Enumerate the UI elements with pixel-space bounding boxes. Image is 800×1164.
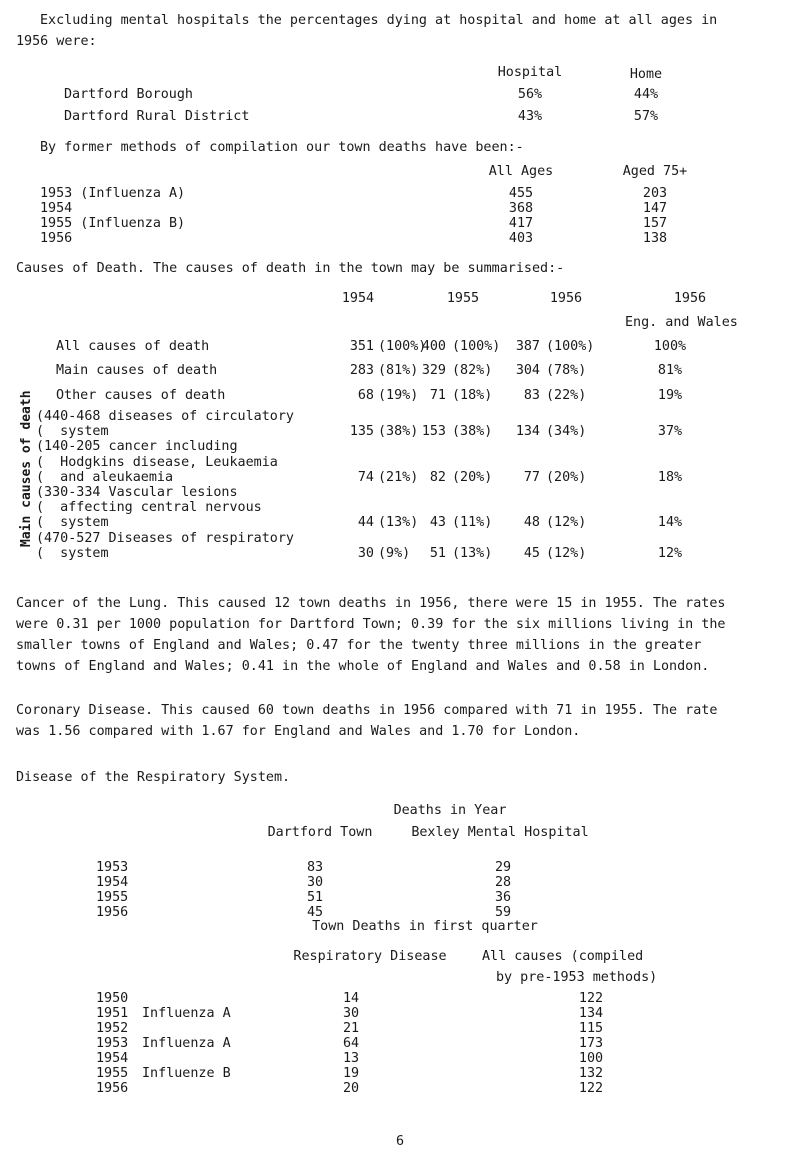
cause-pct-ew: 81% [657, 363, 683, 378]
cause-group-line: ( system [36, 515, 109, 530]
deaths-row-town: 45 [306, 905, 324, 920]
deaths-row-town: 30 [306, 875, 324, 890]
cause-row-label: All causes of death [56, 339, 210, 354]
year-1954-header: 1954 [341, 291, 375, 306]
cause-pct-ew: 37% [657, 424, 683, 439]
year-1956-header: 1956 [549, 291, 583, 306]
cause-count-1956: 83 [523, 388, 540, 403]
all-causes-header-2: by pre-1953 methods) [496, 970, 658, 985]
cause-pct-1956: (100%) [546, 339, 595, 354]
dartford-town-header: Dartford Town [267, 825, 373, 840]
former-row-label: 1954 [40, 201, 73, 216]
former-methods-intro: By former methods of compilation our town deaths have been:- [40, 140, 524, 155]
quarter-row-all: 122 [578, 1081, 604, 1096]
quarter-row-year: 1953 [96, 1036, 129, 1051]
quarter-row-resp: 20 [342, 1081, 360, 1096]
quarter-row-all: 173 [578, 1036, 604, 1051]
place-row-home: 44% [633, 87, 659, 102]
cause-pct-ew: 19% [657, 388, 683, 403]
cause-group-line: (330-334 Vascular lesions [36, 485, 238, 500]
place-row-hospital: 43% [517, 109, 543, 124]
quarter-row-year: 1951 [96, 1006, 129, 1021]
quarter-row-note: Influenza A [142, 1036, 231, 1051]
home-header: Home [629, 67, 663, 82]
cause-group-line: (470-527 Diseases of respiratory [36, 531, 294, 546]
deaths-row-year: 1953 [96, 860, 129, 875]
deaths-table-title: Deaths in Year [393, 803, 507, 818]
cause-row-label: Other causes of death [56, 388, 226, 403]
former-row-all: 417 [508, 216, 534, 231]
cause-pct-1955: (100%) [452, 339, 501, 354]
main-causes-side-label: Main causes of death [19, 390, 34, 547]
cause-pct-1954: (38%) [378, 424, 419, 439]
cause-count-1955: 400 [421, 339, 446, 354]
coronary-para-line: was 1.56 compared with 1.67 for England and Wales and 1.70 for London. [16, 724, 581, 739]
cause-pct-1954: (81%) [378, 363, 419, 378]
cause-count-1956: 304 [515, 363, 540, 378]
quarter-row-resp: 13 [342, 1051, 360, 1066]
cause-count-1954: 30 [357, 546, 374, 561]
cause-count-1955: 82 [429, 470, 446, 485]
cause-count-1956: 134 [515, 424, 540, 439]
former-row-label: 1956 [40, 231, 73, 246]
former-row-aged: 157 [642, 216, 668, 231]
cause-count-1954: 283 [349, 363, 374, 378]
quarter-row-resp: 30 [342, 1006, 360, 1021]
cause-pct-1954: (9%) [378, 546, 411, 561]
cause-group-line: (140-205 cancer including [36, 439, 238, 454]
cause-pct-1956: (20%) [546, 470, 587, 485]
quarter-row-all: 100 [578, 1051, 604, 1066]
place-row-home: 57% [633, 109, 659, 124]
cause-group-line: ( system [36, 546, 109, 561]
deaths-row-bexley: 29 [494, 860, 512, 875]
cause-count-1954: 44 [357, 515, 374, 530]
cause-count-1955: 43 [429, 515, 446, 530]
cause-pct-1955: (20%) [452, 470, 493, 485]
quarter-row-resp: 21 [342, 1021, 360, 1036]
quarter-row-year: 1956 [96, 1081, 129, 1096]
cause-pct-1954: (13%) [378, 515, 419, 530]
former-row-all: 403 [508, 231, 534, 246]
cause-pct-1956: (78%) [546, 363, 587, 378]
cause-pct-1955: (13%) [452, 546, 493, 561]
causes-intro: Causes of Death. The causes of death in the town may be summarised:- [16, 261, 565, 276]
cause-pct-1955: (82%) [452, 363, 493, 378]
cause-pct-ew: 12% [657, 546, 683, 561]
quarter-row-year: 1954 [96, 1051, 129, 1066]
quarter-row-year: 1955 [96, 1066, 129, 1081]
cause-count-1956: 45 [523, 546, 540, 561]
deaths-row-year: 1955 [96, 890, 129, 905]
cause-pct-1954: (21%) [378, 470, 419, 485]
page-number: 6 [395, 1134, 405, 1149]
cause-count-1955: 329 [421, 363, 446, 378]
cause-group-line: ( affecting central nervous [36, 500, 262, 515]
cause-group-line: ( system [36, 424, 109, 439]
quarter-row-all: 134 [578, 1006, 604, 1021]
cause-group-line: ( and aleukaemia [36, 470, 174, 485]
cause-group-line: ( Hodgkins disease, Leukaemia [36, 455, 278, 470]
lung-para-line: were 0.31 per 1000 population for Dartford Town; 0.39 for the six millions living in the [16, 617, 726, 632]
quarter-row-all: 132 [578, 1066, 604, 1081]
cause-count-1954: 135 [349, 424, 374, 439]
deaths-row-town: 51 [306, 890, 324, 905]
cause-pct-1954: (100%) [378, 339, 427, 354]
cause-count-1954: 68 [357, 388, 374, 403]
deaths-row-bexley: 59 [494, 905, 512, 920]
cause-row-label: Main causes of death [56, 363, 218, 378]
former-row-label: 1955 (Influenza B) [40, 216, 186, 231]
year-1955-header: 1955 [446, 291, 480, 306]
deaths-row-bexley: 28 [494, 875, 512, 890]
quarter-row-year: 1950 [96, 991, 129, 1006]
cause-count-1955: 153 [421, 424, 446, 439]
former-row-aged: 138 [642, 231, 668, 246]
place-row-label: Dartford Borough [64, 87, 193, 102]
coronary-para-line: Coronary Disease. This caused 60 town deaths in 1956 compared with 71 in 1955. The rate [16, 703, 718, 718]
intro-line-1: Excluding mental hospitals the percentages dying at hospital and home at all ages in [40, 13, 718, 28]
all-ages-header: All Ages [488, 164, 554, 179]
cause-pct-ew: 14% [657, 515, 683, 530]
quarter-row-all: 122 [578, 991, 604, 1006]
former-row-label: 1953 (Influenza A) [40, 186, 186, 201]
deaths-row-town: 83 [306, 860, 324, 875]
cause-pct-1955: (38%) [452, 424, 493, 439]
quarter-row-resp: 64 [342, 1036, 360, 1051]
cause-count-1954: 74 [357, 470, 374, 485]
cause-count-1955: 51 [429, 546, 446, 561]
cause-pct-1955: (11%) [452, 515, 493, 530]
cause-pct-ew: 100% [653, 339, 687, 354]
cause-pct-1956: (12%) [546, 546, 587, 561]
lung-para-line: smaller towns of England and Wales; 0.47 for the twenty three millions in the greater [16, 638, 702, 653]
quarter-row-all: 115 [578, 1021, 604, 1036]
cause-pct-1956: (22%) [546, 388, 587, 403]
cause-count-1954: 351 [349, 339, 374, 354]
respiratory-heading: Disease of the Respiratory System. [16, 770, 291, 785]
lung-para-line: Cancer of the Lung. This caused 12 town deaths in 1956, there were 15 in 1955. The rates [16, 596, 726, 611]
bexley-header: Bexley Mental Hospital [411, 825, 589, 840]
deaths-row-bexley: 36 [494, 890, 512, 905]
all-causes-header-1: All causes (compiled [482, 949, 644, 964]
former-row-all: 455 [508, 186, 534, 201]
quarter-row-resp: 14 [342, 991, 360, 1006]
ew-label-header: Eng. and Wales [625, 315, 738, 330]
lung-para-line: towns of England and Wales; 0.41 in the whole of England and Wales and 0.58 in London. [16, 659, 710, 674]
cause-pct-ew: 18% [657, 470, 683, 485]
quarter-row-year: 1952 [96, 1021, 129, 1036]
cause-count-1955: 71 [429, 388, 446, 403]
cause-group-line: (440-468 diseases of circulatory [36, 409, 294, 424]
cause-pct-1954: (19%) [378, 388, 419, 403]
place-row-label: Dartford Rural District [64, 109, 250, 124]
cause-pct-1956: (34%) [546, 424, 587, 439]
quarter-row-note: Influenza A [142, 1006, 231, 1021]
former-row-aged: 203 [642, 186, 668, 201]
cause-pct-1955: (18%) [452, 388, 493, 403]
deaths-row-year: 1956 [96, 905, 129, 920]
hospital-header: Hospital [497, 65, 563, 80]
former-row-all: 368 [508, 201, 534, 216]
ew-year-header: 1956 [673, 291, 707, 306]
former-row-aged: 147 [642, 201, 668, 216]
cause-count-1956: 387 [515, 339, 540, 354]
quarter-row-resp: 19 [342, 1066, 360, 1081]
aged-75-header: Aged 75+ [622, 164, 688, 179]
cause-pct-1956: (12%) [546, 515, 587, 530]
quarter-table-title: Town Deaths in first quarter [312, 919, 538, 934]
intro-line-2: 1956 were: [16, 34, 97, 49]
cause-count-1956: 77 [523, 470, 540, 485]
respiratory-header: Respiratory Disease [293, 949, 447, 964]
place-row-hospital: 56% [517, 87, 543, 102]
deaths-row-year: 1954 [96, 875, 129, 890]
cause-count-1956: 48 [523, 515, 540, 530]
quarter-row-note: Influenze B [142, 1066, 231, 1081]
